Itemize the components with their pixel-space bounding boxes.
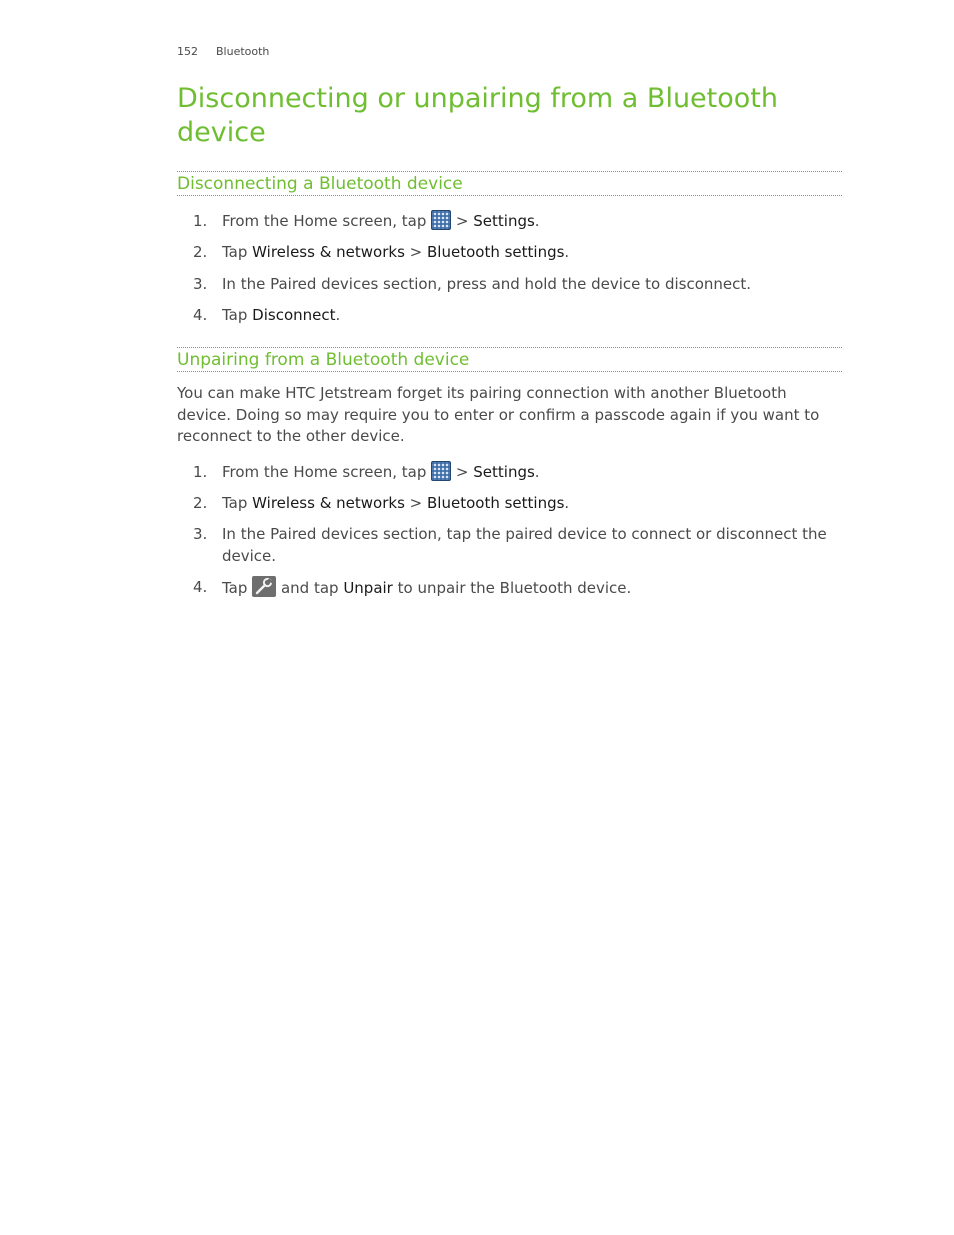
- list-item: [177, 210, 842, 232]
- ui-label-settings: Settings: [473, 212, 535, 230]
- step-text-part: .: [534, 212, 540, 230]
- list-item: [177, 273, 842, 295]
- section-title: Disconnecting a Bluetooth device: [177, 174, 463, 194]
- section-heading-unpairing: [177, 347, 842, 372]
- step-number: 2.: [193, 494, 208, 512]
- list-item: [177, 461, 842, 483]
- ui-label-settings: Settings: [473, 463, 535, 481]
- list-item: [177, 304, 842, 326]
- step-text-part: to unpair the Bluetooth device.: [392, 579, 632, 597]
- step-text-part: .: [534, 463, 540, 481]
- running-header: [177, 45, 269, 58]
- ui-label-disconnect: Disconnect: [252, 306, 336, 324]
- step-text-part: .: [564, 243, 570, 261]
- step-number: 3.: [193, 525, 208, 543]
- ui-label-bluetooth-settings: Bluetooth settings: [427, 243, 565, 261]
- list-item: [177, 241, 842, 263]
- step-text-part: From the Home screen, tap: [222, 212, 427, 230]
- list-item: [177, 492, 842, 514]
- step-text-part: and tap: [276, 579, 344, 597]
- ui-label-bluetooth-settings: Bluetooth settings: [427, 494, 565, 512]
- wrench-icon: [252, 576, 276, 597]
- page-title: Disconnecting or unpairing from a Bluetooth device: [177, 83, 778, 148]
- list-item: [177, 576, 842, 599]
- step-number: 2.: [193, 243, 208, 261]
- step-text: [222, 241, 842, 263]
- section-title: Unpairing from a Bluetooth device: [177, 350, 470, 370]
- step-text: In the Paired devices section, tap the paired device to connect or disconnect the device.: [222, 525, 827, 565]
- page-number: 152: [177, 45, 198, 58]
- step-text-part: .: [564, 494, 570, 512]
- step-text: [222, 576, 842, 599]
- header-section-name: Bluetooth: [216, 45, 270, 58]
- step-text-part: >: [451, 463, 474, 481]
- step-text: [222, 492, 842, 514]
- step-text-part: From the Home screen, tap: [222, 463, 427, 481]
- step-number: 1.: [193, 212, 208, 230]
- step-text-part: >: [451, 212, 474, 230]
- step-number: 4.: [193, 578, 208, 596]
- step-number: 4.: [193, 306, 208, 324]
- list-item: [177, 523, 842, 567]
- step-number: 3.: [193, 275, 208, 293]
- step-text-part: Tap: [222, 494, 253, 512]
- step-text-part: .: [335, 306, 341, 324]
- step-text-part: >: [404, 494, 428, 512]
- step-text-part: Tap: [222, 306, 253, 324]
- apps-icon: [431, 210, 451, 230]
- step-text-part: Tap: [222, 579, 248, 597]
- ui-label-unpair: Unpair: [343, 579, 393, 597]
- ui-label-wireless-networks: Wireless & networks: [252, 243, 405, 261]
- step-text: [222, 304, 842, 326]
- step-text: In the Paired devices section, press and hold the device to disconnect.: [222, 275, 752, 293]
- step-text: [222, 461, 842, 483]
- apps-icon: [431, 461, 451, 481]
- step-text-part: >: [404, 243, 428, 261]
- section-intro-paragraph: You can make HTC Jetstream forget its pairing connection with another Bluetooth device. Doing so may require you to enter or confirm a passcode again if you want to reconnect to the other device.: [177, 384, 820, 445]
- step-text-part: Tap: [222, 243, 253, 261]
- section-heading-disconnecting: [177, 171, 842, 196]
- step-number: 1.: [193, 463, 208, 481]
- step-text: [222, 210, 842, 232]
- ui-label-wireless-networks: Wireless & networks: [252, 494, 405, 512]
